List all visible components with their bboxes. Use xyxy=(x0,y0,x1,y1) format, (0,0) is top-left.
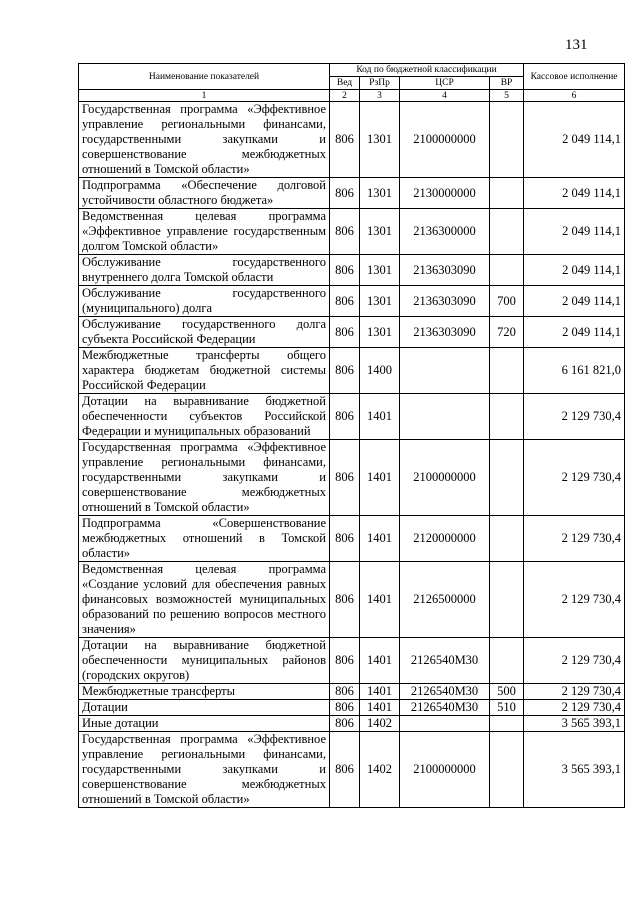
row-ved: 806 xyxy=(330,209,360,255)
row-name: Государственная программа «Эффективное управление региональными финансами, государственными закупками и совершенствование межбюджетных отношений в Томской области» xyxy=(79,102,330,178)
row-ved: 806 xyxy=(330,348,360,394)
row-csr: 2100000000 xyxy=(400,440,490,516)
table-row xyxy=(79,638,625,684)
header-num-1: 1 xyxy=(79,90,330,102)
row-ved: 806 xyxy=(330,102,360,178)
row-ved: 806 xyxy=(330,732,360,808)
row-amount: 2 049 114,1 xyxy=(524,317,625,348)
row-name: Государственная программа «Эффективное управление региональными финансами, государственными закупками и совершенствование межбюджетных отношений в Томской области» xyxy=(79,440,330,516)
header-num-3: 3 xyxy=(360,90,400,102)
row-csr: 2120000000 xyxy=(400,516,490,562)
header-num-4: 4 xyxy=(400,90,490,102)
table-row xyxy=(79,394,625,440)
table-row xyxy=(79,317,625,348)
row-csr: 2130000000 xyxy=(400,178,490,209)
row-vr xyxy=(490,562,524,638)
table-row xyxy=(79,440,625,516)
row-ved: 806 xyxy=(330,317,360,348)
header-num-6: 6 xyxy=(524,90,625,102)
row-amount: 2 129 730,4 xyxy=(524,516,625,562)
row-amount: 2 129 730,4 xyxy=(524,440,625,516)
row-rzpr: 1301 xyxy=(360,255,400,286)
row-ved: 806 xyxy=(330,562,360,638)
header-num-2: 2 xyxy=(330,90,360,102)
table-row xyxy=(79,209,625,255)
budget-table xyxy=(78,63,625,808)
row-rzpr: 1301 xyxy=(360,209,400,255)
table-row xyxy=(79,178,625,209)
row-ved: 806 xyxy=(330,638,360,684)
row-vr xyxy=(490,732,524,808)
row-ved: 806 xyxy=(330,178,360,209)
row-ved: 806 xyxy=(330,255,360,286)
row-amount: 2 129 730,4 xyxy=(524,638,625,684)
row-csr: 2136303090 xyxy=(400,286,490,317)
row-name: Межбюджетные трансферты xyxy=(79,684,330,700)
row-csr: 2136303090 xyxy=(400,255,490,286)
row-name: Подпрограмма «Совершенствование межбюджетных отношений в Томской области» xyxy=(79,516,330,562)
row-rzpr: 1400 xyxy=(360,348,400,394)
row-name: Дотации на выравнивание бюджетной обеспеченности субъектов Российской Федерации и муниципальных образований xyxy=(79,394,330,440)
row-vr xyxy=(490,348,524,394)
row-name: Государственная программа «Эффективное управление региональными финансами, государственными закупками и совершенствование межбюджетных отношений в Томской области» xyxy=(79,732,330,808)
table-row xyxy=(79,348,625,394)
row-name: Обслуживание государственного внутреннего долга Томской области xyxy=(79,255,330,286)
header-code-group: Код по бюджетной классификации xyxy=(330,64,524,77)
table-row xyxy=(79,562,625,638)
row-rzpr: 1401 xyxy=(360,516,400,562)
row-vr xyxy=(490,716,524,732)
row-rzpr: 1401 xyxy=(360,562,400,638)
row-rzpr: 1401 xyxy=(360,394,400,440)
row-amount: 2 129 730,4 xyxy=(524,394,625,440)
table-row xyxy=(79,684,625,700)
row-csr: 2100000000 xyxy=(400,732,490,808)
row-csr: 2136303090 xyxy=(400,317,490,348)
row-rzpr: 1301 xyxy=(360,317,400,348)
row-ved: 806 xyxy=(330,716,360,732)
row-amount: 2 049 114,1 xyxy=(524,255,625,286)
row-csr: 2100000000 xyxy=(400,102,490,178)
row-amount: 2 129 730,4 xyxy=(524,562,625,638)
row-csr xyxy=(400,394,490,440)
row-rzpr: 1401 xyxy=(360,638,400,684)
row-vr: 500 xyxy=(490,684,524,700)
row-rzpr: 1301 xyxy=(360,286,400,317)
row-vr xyxy=(490,638,524,684)
row-vr xyxy=(490,209,524,255)
row-csr: 2126540М30 xyxy=(400,700,490,716)
row-name: Подпрограмма «Обеспечение долговой устойчивости областного бюджета» xyxy=(79,178,330,209)
table-body xyxy=(79,102,625,808)
row-rzpr: 1401 xyxy=(360,440,400,516)
page-number: 131 xyxy=(565,37,588,53)
row-name: Обслуживание государственного (муниципального) долга xyxy=(79,286,330,317)
row-vr xyxy=(490,440,524,516)
row-amount: 2 129 730,4 xyxy=(524,684,625,700)
header-name-column: Наименование показателей xyxy=(79,64,330,90)
table-row xyxy=(79,286,625,317)
row-csr: 2136300000 xyxy=(400,209,490,255)
row-rzpr: 1301 xyxy=(360,102,400,178)
row-name: Дотации на выравнивание бюджетной обеспеченности муниципальных районов (городских округов) xyxy=(79,638,330,684)
row-amount: 2 049 114,1 xyxy=(524,102,625,178)
row-amount: 6 161 821,0 xyxy=(524,348,625,394)
row-vr xyxy=(490,102,524,178)
row-name: Ведомственная целевая программа «Создание условий для обеспечения равных финансовых возможностей муниципальных образований по решению вопросов местного значения» xyxy=(79,562,330,638)
row-name: Дотации xyxy=(79,700,330,716)
row-rzpr: 1301 xyxy=(360,178,400,209)
header-vr: ВР xyxy=(490,77,524,90)
row-name: Обслуживание государственного долга субъекта Российской Федерации xyxy=(79,317,330,348)
table-row xyxy=(79,516,625,562)
row-amount: 3 565 393,1 xyxy=(524,732,625,808)
table-row xyxy=(79,716,625,732)
row-ved: 806 xyxy=(330,440,360,516)
row-amount: 3 565 393,1 xyxy=(524,716,625,732)
row-csr xyxy=(400,348,490,394)
row-vr xyxy=(490,394,524,440)
table-row xyxy=(79,102,625,178)
row-amount: 2 129 730,4 xyxy=(524,700,625,716)
row-csr: 2126500000 xyxy=(400,562,490,638)
header-rzpr: РзПр xyxy=(360,77,400,90)
header-num-5: 5 xyxy=(490,90,524,102)
header-ved: Вед xyxy=(330,77,360,90)
row-csr: 2126540М30 xyxy=(400,684,490,700)
row-rzpr: 1402 xyxy=(360,732,400,808)
row-vr xyxy=(490,516,524,562)
row-ved: 806 xyxy=(330,286,360,317)
row-ved: 806 xyxy=(330,516,360,562)
row-vr: 720 xyxy=(490,317,524,348)
row-name: Межбюджетные трансферты общего характера бюджетам бюджетной системы Российской Федерации xyxy=(79,348,330,394)
row-csr: 2126540М30 xyxy=(400,638,490,684)
row-amount: 2 049 114,1 xyxy=(524,178,625,209)
row-ved: 806 xyxy=(330,700,360,716)
header-amount-column: Кассовое исполнение xyxy=(524,64,625,90)
row-amount: 2 049 114,1 xyxy=(524,286,625,317)
row-vr xyxy=(490,255,524,286)
row-name: Иные дотации xyxy=(79,716,330,732)
table-row xyxy=(79,700,625,716)
row-rzpr: 1401 xyxy=(360,700,400,716)
row-name: Ведомственная целевая программа «Эффективное управление государственным долгом Томской области» xyxy=(79,209,330,255)
table-row xyxy=(79,732,625,808)
row-rzpr: 1402 xyxy=(360,716,400,732)
row-rzpr: 1401 xyxy=(360,684,400,700)
row-vr: 510 xyxy=(490,700,524,716)
header-csr: ЦСР xyxy=(400,77,490,90)
table-row xyxy=(79,255,625,286)
row-csr xyxy=(400,716,490,732)
row-amount: 2 049 114,1 xyxy=(524,209,625,255)
row-ved: 806 xyxy=(330,394,360,440)
row-vr: 700 xyxy=(490,286,524,317)
row-ved: 806 xyxy=(330,684,360,700)
row-vr xyxy=(490,178,524,209)
